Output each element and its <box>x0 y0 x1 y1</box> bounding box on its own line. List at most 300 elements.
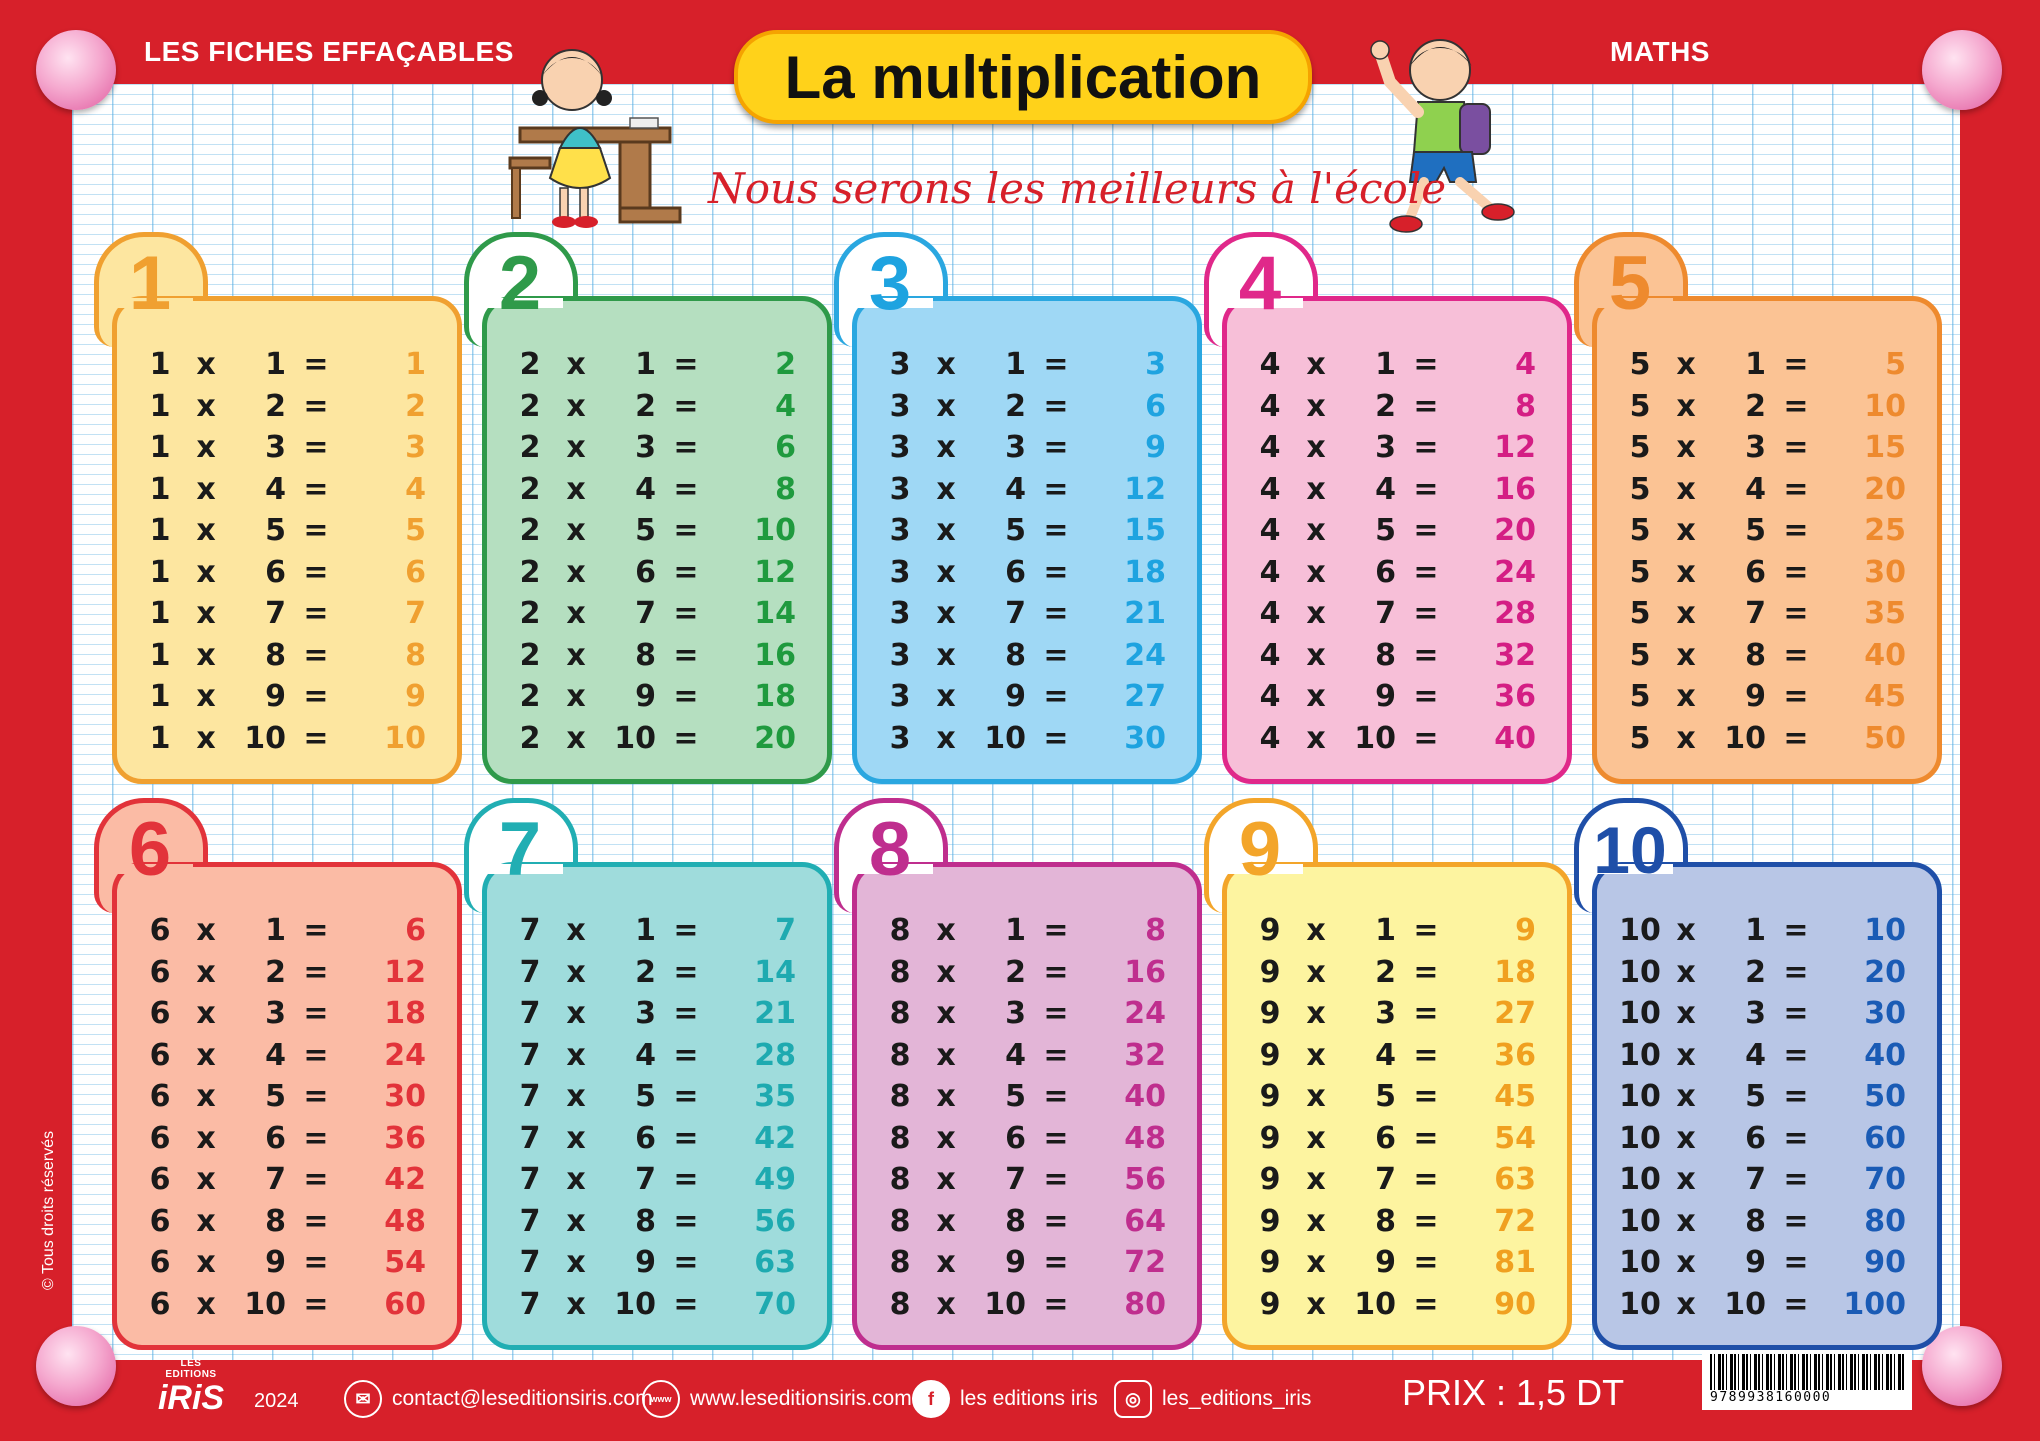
footer-instagram[interactable] <box>1114 1380 1311 1418</box>
equals-sign: = <box>673 1286 699 1322</box>
multiplicand: 10 <box>1619 954 1661 990</box>
times-sign: x <box>196 913 216 949</box>
table-row <box>1244 1201 1544 1243</box>
equals-sign: = <box>1043 388 1069 424</box>
multiplier: 9 <box>1745 1245 1766 1281</box>
table-row <box>874 1159 1174 1201</box>
multiplier: 6 <box>265 1120 286 1156</box>
equals-sign: = <box>303 1162 329 1198</box>
times-sign: x <box>566 513 586 549</box>
multiplicand: 4 <box>1259 637 1281 673</box>
multiplicand: 8 <box>889 1120 911 1156</box>
times-sign: x <box>566 720 586 756</box>
table-row <box>1614 510 1914 552</box>
equals-sign: = <box>673 1037 699 1073</box>
multiplicand: 4 <box>1259 596 1281 632</box>
equals-sign: = <box>673 513 699 549</box>
times-sign: x <box>936 513 956 549</box>
multiplier: 9 <box>265 679 286 715</box>
table-row <box>1244 344 1544 386</box>
table-row <box>1614 427 1914 469</box>
equals-sign: = <box>1413 513 1439 549</box>
table-row <box>134 1076 434 1118</box>
girl-at-desk-illustration <box>500 28 710 232</box>
table-row <box>1244 593 1544 635</box>
table-row <box>504 469 804 511</box>
multiplier: 1 <box>1745 913 1766 949</box>
table-row <box>1244 676 1544 718</box>
logo-small-text: LES EDITIONS <box>165 1358 217 1380</box>
multiplicand: 1 <box>149 720 171 756</box>
times-sign: x <box>196 1120 216 1156</box>
table-row <box>134 718 434 760</box>
equals-sign: = <box>1783 1162 1809 1198</box>
equals-sign: = <box>1783 388 1809 424</box>
multiplicand: 6 <box>149 1203 171 1239</box>
times-sign: x <box>936 1037 956 1073</box>
product: 27 <box>1124 679 1166 715</box>
multiplicand: 7 <box>519 996 541 1032</box>
multiplier: 2 <box>1375 954 1396 990</box>
times-sign: x <box>566 1245 586 1281</box>
product: 28 <box>754 1037 796 1073</box>
times-sign: x <box>1306 430 1326 466</box>
footer-facebook[interactable] <box>912 1380 1098 1418</box>
product: 8 <box>405 637 426 673</box>
table-row <box>504 1284 804 1326</box>
multiplier: 1 <box>1375 913 1396 949</box>
multiplier: 3 <box>1375 996 1396 1032</box>
multiplicand: 8 <box>889 1245 911 1281</box>
product: 45 <box>1864 679 1906 715</box>
product: 10 <box>1864 388 1906 424</box>
table-row <box>1614 593 1914 635</box>
table-row <box>874 1201 1174 1243</box>
product: 5 <box>405 513 426 549</box>
times-sign: x <box>1676 913 1696 949</box>
product: 49 <box>754 1162 796 1198</box>
equals-sign: = <box>1043 471 1069 507</box>
multiplier: 4 <box>635 1037 656 1073</box>
table-row <box>1244 1242 1544 1284</box>
table-row <box>504 676 804 718</box>
times-sign: x <box>1306 1079 1326 1115</box>
times-sign: x <box>566 347 586 383</box>
times-sign: x <box>1676 1120 1696 1156</box>
multiplier: 10 <box>1354 1286 1396 1322</box>
times-sign: x <box>566 996 586 1032</box>
multiplicand: 8 <box>889 1079 911 1115</box>
table-row <box>134 635 434 677</box>
multiplier: 2 <box>265 388 286 424</box>
table-row <box>1244 386 1544 428</box>
product: 10 <box>754 513 796 549</box>
times-sign: x <box>936 471 956 507</box>
multiplier: 3 <box>635 996 656 1032</box>
times-sign: x <box>1306 1245 1326 1281</box>
multiplier: 8 <box>1005 1203 1026 1239</box>
footer-email[interactable] <box>344 1380 653 1418</box>
times-sign: x <box>936 388 956 424</box>
table-rows <box>504 910 804 1325</box>
equals-sign: = <box>673 430 699 466</box>
multiplicand: 9 <box>1259 954 1281 990</box>
table-row <box>874 1118 1174 1160</box>
table-row <box>504 952 804 994</box>
product: 12 <box>754 554 796 590</box>
product: 12 <box>384 954 426 990</box>
multiplier: 5 <box>1005 1079 1026 1115</box>
table-row <box>134 1159 434 1201</box>
equals-sign: = <box>673 596 699 632</box>
multiplier: 10 <box>1724 1286 1766 1322</box>
footer-website[interactable] <box>642 1380 912 1418</box>
multiplicand: 7 <box>519 1037 541 1073</box>
multiplier: 9 <box>1375 679 1396 715</box>
multiplier: 6 <box>1745 1120 1766 1156</box>
equals-sign: = <box>303 1245 329 1281</box>
product: 32 <box>1494 637 1536 673</box>
equals-sign: = <box>1413 430 1439 466</box>
equals-sign: = <box>1783 513 1809 549</box>
multiplicand: 5 <box>1629 430 1651 466</box>
table-row <box>1614 1284 1914 1326</box>
product: 30 <box>1864 554 1906 590</box>
multiplier: 4 <box>635 471 656 507</box>
times-sign: x <box>936 1162 956 1198</box>
times-sign: x <box>196 513 216 549</box>
table-rows <box>1614 344 1914 759</box>
multiplicand: 1 <box>149 679 171 715</box>
times-sign: x <box>936 596 956 632</box>
multiplier: 4 <box>265 471 286 507</box>
equals-sign: = <box>1783 430 1809 466</box>
times-sign: x <box>1306 1120 1326 1156</box>
product: 36 <box>1494 1037 1536 1073</box>
multiplicand: 2 <box>519 347 541 383</box>
multiplicand: 6 <box>149 1079 171 1115</box>
equals-sign: = <box>303 637 329 673</box>
page-title: La multiplication <box>734 30 1312 124</box>
multiplicand: 9 <box>1259 1203 1281 1239</box>
product: 48 <box>384 1203 426 1239</box>
multiplier: 7 <box>265 1162 286 1198</box>
multiplicand: 7 <box>519 1120 541 1156</box>
product: 16 <box>1494 471 1536 507</box>
multiplicand: 9 <box>1259 1120 1281 1156</box>
product: 12 <box>1494 430 1536 466</box>
multiplicand: 5 <box>1629 596 1651 632</box>
multiplicand: 10 <box>1619 996 1661 1032</box>
product: 1 <box>405 347 426 383</box>
table-row <box>504 510 804 552</box>
times-sign: x <box>566 913 586 949</box>
multiplier: 4 <box>1005 471 1026 507</box>
equals-sign: = <box>303 430 329 466</box>
table-row <box>874 510 1174 552</box>
table-row <box>504 1159 804 1201</box>
product: 40 <box>1864 637 1906 673</box>
multiplier: 5 <box>1745 1079 1766 1115</box>
equals-sign: = <box>1413 720 1439 756</box>
multiplier: 9 <box>1005 1245 1026 1281</box>
multiplier: 5 <box>1745 513 1766 549</box>
equals-sign: = <box>1043 996 1069 1032</box>
table-number: 9 <box>1238 807 1282 892</box>
product: 81 <box>1494 1245 1536 1281</box>
table-row <box>504 1201 804 1243</box>
equals-sign: = <box>673 388 699 424</box>
product: 20 <box>754 720 796 756</box>
multiplicand: 3 <box>889 679 911 715</box>
product: 50 <box>1864 720 1906 756</box>
times-sign: x <box>1306 954 1326 990</box>
equals-sign: = <box>1043 347 1069 383</box>
times-sign: x <box>1306 720 1326 756</box>
table-row <box>874 344 1174 386</box>
table-row <box>134 593 434 635</box>
equals-sign: = <box>1413 554 1439 590</box>
times-sign: x <box>1306 679 1326 715</box>
multiplicand: 10 <box>1619 913 1661 949</box>
table-row <box>1244 1035 1544 1077</box>
multiplier: 5 <box>635 1079 656 1115</box>
multiplier: 5 <box>265 1079 286 1115</box>
product: 18 <box>384 996 426 1032</box>
product: 6 <box>1145 388 1166 424</box>
table-row <box>1244 510 1544 552</box>
product: 9 <box>1145 430 1166 466</box>
equals-sign: = <box>673 679 699 715</box>
multiplicand: 2 <box>519 554 541 590</box>
table-row <box>134 1201 434 1243</box>
multiplicand: 9 <box>1259 1286 1281 1322</box>
multiplicand: 2 <box>519 388 541 424</box>
multiplicand: 10 <box>1619 1079 1661 1115</box>
table-card-7 <box>464 798 824 1358</box>
multiplier: 10 <box>244 720 286 756</box>
multiplicand: 2 <box>519 596 541 632</box>
times-sign: x <box>1306 596 1326 632</box>
multiplicand: 2 <box>519 471 541 507</box>
equals-sign: = <box>1413 1286 1439 1322</box>
table-row <box>134 386 434 428</box>
product: 18 <box>1494 954 1536 990</box>
equals-sign: = <box>1413 1203 1439 1239</box>
multiplicand: 7 <box>519 954 541 990</box>
table-row <box>504 1242 804 1284</box>
multiplier: 3 <box>1745 996 1766 1032</box>
equals-sign: = <box>1413 679 1439 715</box>
multiplier: 2 <box>635 388 656 424</box>
multiplier: 1 <box>1005 913 1026 949</box>
multiplier: 1 <box>1005 347 1026 383</box>
multiplier: 6 <box>1005 1120 1026 1156</box>
multiplier: 5 <box>635 513 656 549</box>
multiplicand: 10 <box>1619 1203 1661 1239</box>
table-number: 7 <box>498 807 542 892</box>
table-row <box>504 635 804 677</box>
times-sign: x <box>1676 430 1696 466</box>
table-row <box>874 469 1174 511</box>
equals-sign: = <box>303 1079 329 1115</box>
facebook-text: les editions iris <box>960 1387 1098 1410</box>
multiplier: 1 <box>1745 347 1766 383</box>
multiplicand: 3 <box>889 513 911 549</box>
product: 90 <box>1494 1286 1536 1322</box>
multiplicand: 5 <box>1629 637 1651 673</box>
multiplier: 2 <box>635 954 656 990</box>
table-row <box>1244 910 1544 952</box>
equals-sign: = <box>1413 471 1439 507</box>
table-row <box>1614 1076 1914 1118</box>
multiplicand: 9 <box>1259 1245 1281 1281</box>
product: 7 <box>405 596 426 632</box>
product: 72 <box>1494 1203 1536 1239</box>
times-sign: x <box>196 954 216 990</box>
multiplier: 5 <box>1005 513 1026 549</box>
equals-sign: = <box>303 596 329 632</box>
product: 3 <box>1145 347 1166 383</box>
times-sign: x <box>196 637 216 673</box>
product: 40 <box>1864 1037 1906 1073</box>
multiplier: 6 <box>1375 1120 1396 1156</box>
multiplicand: 6 <box>149 954 171 990</box>
equals-sign: = <box>1043 637 1069 673</box>
multiplicand: 3 <box>889 596 911 632</box>
times-sign: x <box>936 679 956 715</box>
product: 14 <box>754 596 796 632</box>
multiplicand: 2 <box>519 513 541 549</box>
multiplicand: 7 <box>519 1245 541 1281</box>
product: 40 <box>1124 1079 1166 1115</box>
equals-sign: = <box>303 471 329 507</box>
equals-sign: = <box>673 913 699 949</box>
times-sign: x <box>1306 388 1326 424</box>
times-sign: x <box>566 1120 586 1156</box>
table-row <box>1614 552 1914 594</box>
facebook-icon: f <box>912 1380 950 1418</box>
multiplier: 2 <box>1005 954 1026 990</box>
multiplicand: 3 <box>889 388 911 424</box>
multiplicand: 6 <box>149 1245 171 1281</box>
equals-sign: = <box>1783 1079 1809 1115</box>
equals-sign: = <box>303 554 329 590</box>
times-sign: x <box>566 1079 586 1115</box>
times-sign: x <box>1306 1037 1326 1073</box>
corner-ball-top-left <box>36 30 116 110</box>
multiplier: 5 <box>1375 1079 1396 1115</box>
times-sign: x <box>196 430 216 466</box>
table-rows <box>1614 910 1914 1325</box>
times-sign: x <box>196 347 216 383</box>
multiplier: 5 <box>1375 513 1396 549</box>
multiplier: 2 <box>265 954 286 990</box>
product: 50 <box>1864 1079 1906 1115</box>
table-row <box>504 427 804 469</box>
multiplicand: 5 <box>1629 554 1651 590</box>
multiplier: 2 <box>1375 388 1396 424</box>
table-row <box>504 1118 804 1160</box>
equals-sign: = <box>1413 1037 1439 1073</box>
multiplier: 6 <box>635 1120 656 1156</box>
table-row <box>134 1118 434 1160</box>
product: 14 <box>754 954 796 990</box>
multiplicand: 1 <box>149 347 171 383</box>
table-row <box>504 344 804 386</box>
barcode <box>1702 1350 1912 1410</box>
equals-sign: = <box>303 1286 329 1322</box>
table-row <box>134 1035 434 1077</box>
multiplier: 8 <box>265 1203 286 1239</box>
table-row <box>1614 1035 1914 1077</box>
times-sign: x <box>1306 913 1326 949</box>
table-number: 5 <box>1608 241 1652 326</box>
instagram-text: les_editions_iris <box>1162 1387 1312 1410</box>
table-row <box>874 993 1174 1035</box>
times-sign: x <box>1306 996 1326 1032</box>
equals-sign: = <box>1413 596 1439 632</box>
times-sign: x <box>566 554 586 590</box>
product: 56 <box>754 1203 796 1239</box>
table-row <box>1614 910 1914 952</box>
times-sign: x <box>196 1203 216 1239</box>
multiplier: 10 <box>614 720 656 756</box>
product: 36 <box>1494 679 1536 715</box>
multiplicand: 10 <box>1619 1162 1661 1198</box>
table-row <box>504 552 804 594</box>
equals-sign: = <box>1413 347 1439 383</box>
multiplicand: 2 <box>519 720 541 756</box>
times-sign: x <box>196 1286 216 1322</box>
times-sign: x <box>936 347 956 383</box>
times-sign: x <box>566 388 586 424</box>
multiplicand: 5 <box>1629 513 1651 549</box>
table-card-6 <box>94 798 454 1358</box>
equals-sign: = <box>1043 1286 1069 1322</box>
product: 80 <box>1124 1286 1166 1322</box>
product: 21 <box>754 996 796 1032</box>
multiplicand: 4 <box>1259 554 1281 590</box>
times-sign: x <box>1676 1286 1696 1322</box>
multiplicand: 2 <box>519 679 541 715</box>
product: 80 <box>1864 1203 1906 1239</box>
multiplier: 4 <box>1375 471 1396 507</box>
table-row <box>1244 427 1544 469</box>
table-row <box>1614 635 1914 677</box>
equals-sign: = <box>303 913 329 949</box>
table-card-4 <box>1204 232 1564 792</box>
product: 27 <box>1494 996 1536 1032</box>
copyright-notice: © Tous droits réservés <box>40 1130 57 1290</box>
table-row <box>1614 344 1914 386</box>
multiplier: 1 <box>635 347 656 383</box>
multiplicand: 10 <box>1619 1245 1661 1281</box>
multiplicand: 7 <box>519 1286 541 1322</box>
multiplier: 10 <box>614 1286 656 1322</box>
multiplier: 9 <box>635 1245 656 1281</box>
times-sign: x <box>196 388 216 424</box>
equals-sign: = <box>1413 637 1439 673</box>
multiplicand: 8 <box>889 913 911 949</box>
multiplicand: 2 <box>519 637 541 673</box>
times-sign: x <box>1676 637 1696 673</box>
product: 30 <box>1864 996 1906 1032</box>
multiplier: 3 <box>635 430 656 466</box>
times-sign: x <box>196 1079 216 1115</box>
product: 20 <box>1864 954 1906 990</box>
multiplier: 7 <box>1005 1162 1026 1198</box>
